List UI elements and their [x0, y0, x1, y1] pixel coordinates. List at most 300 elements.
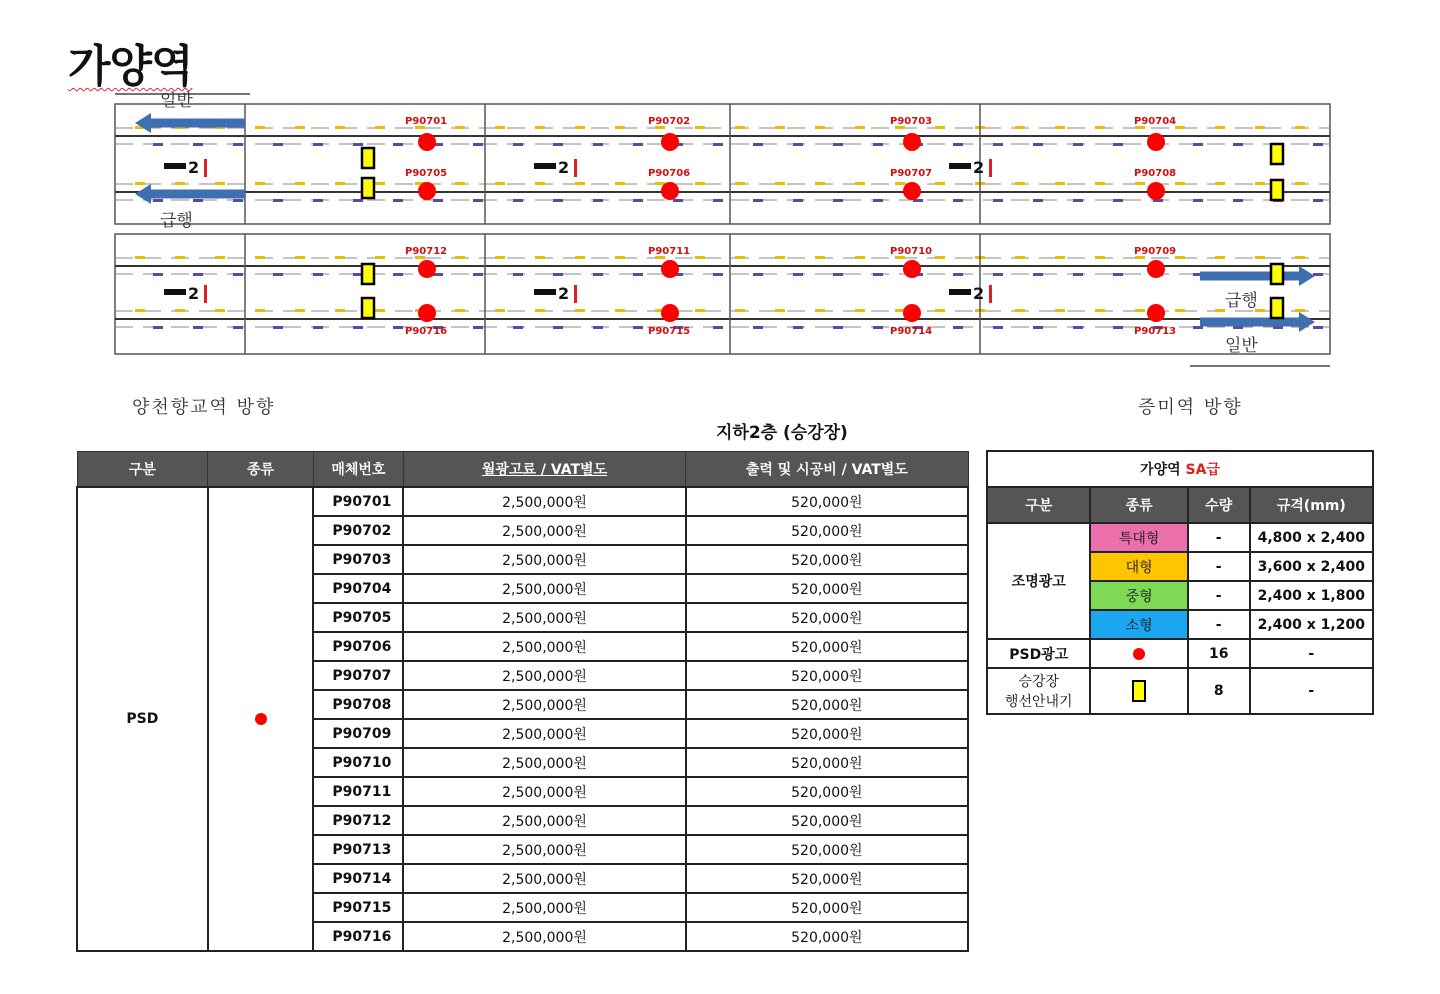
door-mark	[633, 273, 643, 276]
psd-dot	[418, 182, 436, 200]
door-mark	[273, 199, 283, 202]
install-cell: 520,000원	[686, 603, 968, 632]
fee-cell: 2,500,000원	[403, 864, 685, 893]
install-cell: 520,000원	[686, 574, 968, 603]
psd-dot	[1147, 260, 1165, 278]
door-mark	[953, 199, 963, 202]
door-mark	[775, 309, 785, 312]
door-mark	[495, 126, 505, 129]
label-express-top: 급행	[160, 211, 193, 231]
psd-code-label: P90708	[1134, 168, 1177, 179]
door-mark	[593, 326, 603, 329]
code-cell: P90705	[313, 603, 403, 632]
psd-code-label: P90707	[890, 168, 933, 179]
fee-cell: 2,500,000원	[403, 806, 685, 835]
door-mark	[775, 182, 785, 185]
door-mark	[953, 273, 963, 276]
door-mark	[255, 182, 265, 185]
door-mark	[1295, 182, 1305, 185]
header-install: 출력 및 시공비 / VAT별도	[686, 452, 968, 488]
door-mark	[1113, 273, 1123, 276]
door-mark	[593, 143, 603, 146]
door-mark	[1073, 199, 1083, 202]
code-cell: P90715	[313, 893, 403, 922]
door-mark	[953, 143, 963, 146]
code-cell: P90706	[313, 632, 403, 661]
door-mark	[695, 182, 705, 185]
fee-cell: 2,500,000원	[403, 748, 685, 777]
direction-right: 증미역 방향	[1138, 397, 1243, 418]
psd-dot	[903, 182, 921, 200]
platform-mark	[204, 159, 207, 177]
door-mark	[1233, 143, 1243, 146]
door-mark	[1033, 199, 1043, 202]
table-row	[77, 487, 968, 516]
door-mark	[1033, 326, 1043, 329]
install-cell: 520,000원	[686, 632, 968, 661]
door-mark	[375, 256, 385, 259]
door-mark	[513, 143, 523, 146]
fee-cell: 2,500,000원	[403, 893, 685, 922]
door-mark	[535, 126, 545, 129]
psd-dot	[903, 133, 921, 151]
door-mark	[633, 143, 643, 146]
code-cell: P90708	[313, 690, 403, 719]
psd-dot	[661, 304, 679, 322]
header-fee: 월광고료 / VAT별도	[403, 452, 685, 488]
install-cell: 520,000원	[686, 487, 968, 516]
door-mark	[233, 143, 243, 146]
door-mark	[535, 309, 545, 312]
door-mark	[1015, 182, 1025, 185]
door-mark	[393, 143, 403, 146]
psd-dot	[661, 182, 679, 200]
door-mark	[153, 143, 163, 146]
install-cell: 520,000원	[686, 719, 968, 748]
door-mark	[615, 182, 625, 185]
guide-label: 승강장 행선안내기	[987, 668, 1090, 714]
door-mark	[375, 126, 385, 129]
door-mark	[393, 273, 403, 276]
door-mark	[753, 199, 763, 202]
door-mark	[993, 199, 1003, 202]
door-mark	[1255, 126, 1265, 129]
door-mark	[1215, 309, 1225, 312]
door-mark	[153, 326, 163, 329]
psd-code-label: P90710	[890, 246, 933, 257]
door-mark	[1095, 256, 1105, 259]
psd-code-label: P90715	[648, 326, 691, 337]
platform-mark	[574, 285, 577, 303]
door-mark	[135, 182, 145, 185]
door-mark	[273, 326, 283, 329]
door-mark	[193, 199, 203, 202]
door-mark	[495, 182, 505, 185]
door-mark	[1313, 143, 1323, 146]
guide-qty: 8	[1188, 668, 1250, 714]
fee-cell: 2,500,000원	[403, 545, 685, 574]
door-mark	[1033, 273, 1043, 276]
platform-mark	[989, 285, 992, 303]
door-mark	[1193, 143, 1203, 146]
door-mark	[833, 143, 843, 146]
door-mark	[313, 199, 323, 202]
door-mark	[473, 273, 483, 276]
fee-cell: 2,500,000원	[403, 719, 685, 748]
door-mark	[1055, 182, 1065, 185]
door-mark	[455, 182, 465, 185]
door-mark	[175, 256, 185, 259]
header-category: 구분	[77, 452, 208, 488]
door-mark	[1015, 309, 1025, 312]
door-mark	[695, 309, 705, 312]
door-mark	[793, 143, 803, 146]
code-cell: P90703	[313, 545, 403, 574]
door-mark	[393, 199, 403, 202]
door-mark	[1313, 326, 1323, 329]
door-mark	[993, 326, 1003, 329]
platform-mark	[574, 159, 577, 177]
door-mark	[433, 199, 443, 202]
door-mark	[815, 256, 825, 259]
door-mark	[255, 126, 265, 129]
door-mark	[1215, 182, 1225, 185]
code-cell: P90711	[313, 777, 403, 806]
door-mark	[695, 126, 705, 129]
door-mark	[1255, 256, 1265, 259]
code-cell: P90713	[313, 835, 403, 864]
door-mark	[513, 199, 523, 202]
psd-code-label: P90713	[1134, 326, 1177, 337]
code-cell: P90712	[313, 806, 403, 835]
door-mark	[1113, 143, 1123, 146]
door-mark	[1295, 309, 1305, 312]
door-mark	[335, 309, 345, 312]
door-mark	[273, 143, 283, 146]
direction-left: 양천향교역 방향	[132, 397, 276, 418]
door-mark	[1095, 182, 1105, 185]
pricing-table	[76, 451, 969, 952]
door-mark	[873, 326, 883, 329]
door-mark	[713, 273, 723, 276]
door-mark	[215, 309, 225, 312]
door-mark	[993, 143, 1003, 146]
spec-caption: 가양역 SA급	[987, 451, 1373, 487]
door-mark	[815, 126, 825, 129]
door-mark	[1033, 143, 1043, 146]
door-mark	[855, 256, 865, 259]
door-mark	[873, 199, 883, 202]
door-mark	[473, 326, 483, 329]
qty-medium: -	[1188, 581, 1250, 610]
door-mark	[393, 326, 403, 329]
page-title: 가양역	[68, 41, 193, 92]
door-mark	[233, 199, 243, 202]
door-mark	[153, 273, 163, 276]
door-mark	[375, 182, 385, 185]
fee-cell: 2,500,000원	[403, 922, 685, 951]
red-dot-icon	[255, 713, 267, 725]
guide-box	[1271, 144, 1283, 164]
door-mark	[615, 309, 625, 312]
door-mark	[935, 309, 945, 312]
door-mark	[695, 256, 705, 259]
door-mark	[575, 126, 585, 129]
fee-cell: 2,500,000원	[403, 690, 685, 719]
door-mark	[1175, 182, 1185, 185]
door-mark	[153, 199, 163, 202]
door-mark	[633, 326, 643, 329]
door-mark	[1055, 256, 1065, 259]
fee-cell: 2,500,000원	[403, 632, 685, 661]
psd-code-label: P90716	[405, 326, 448, 337]
door-mark	[655, 182, 665, 185]
door-mark	[455, 126, 465, 129]
door-mark	[1055, 126, 1065, 129]
door-mark	[135, 309, 145, 312]
install-cell: 520,000원	[686, 545, 968, 574]
door-mark	[135, 256, 145, 259]
psd-dot	[418, 304, 436, 322]
arrow-left-icon	[135, 113, 151, 133]
psd-code-label: P90705	[405, 168, 448, 179]
bench-mark	[534, 289, 556, 295]
door-mark	[375, 309, 385, 312]
door-mark	[575, 309, 585, 312]
install-cell: 520,000원	[686, 690, 968, 719]
door-mark	[233, 273, 243, 276]
psd-code-label: P90703	[890, 116, 933, 127]
code-cell: P90707	[313, 661, 403, 690]
size-large: 3,600 x 2,400	[1250, 552, 1373, 581]
psd-qty: 16	[1188, 639, 1250, 668]
code-cell: P90701	[313, 487, 403, 516]
door-mark	[1193, 199, 1203, 202]
door-mark	[335, 256, 345, 259]
psd-dot	[1147, 182, 1165, 200]
platform-map	[110, 86, 1335, 376]
door-mark	[193, 326, 203, 329]
spec-header-size: 규격(mm)	[1250, 487, 1373, 523]
door-mark	[1255, 182, 1265, 185]
install-cell: 520,000원	[686, 893, 968, 922]
door-mark	[873, 273, 883, 276]
door-mark	[793, 326, 803, 329]
install-cell: 520,000원	[686, 864, 968, 893]
psd-code-label: P90709	[1134, 246, 1177, 257]
psd-dot	[661, 260, 679, 278]
door-mark	[575, 256, 585, 259]
door-mark	[455, 256, 465, 259]
door-mark	[935, 182, 945, 185]
install-cell: 520,000원	[686, 835, 968, 864]
door-mark	[615, 256, 625, 259]
door-mark	[353, 199, 363, 202]
type-small: 소형	[1090, 610, 1187, 639]
fee-cell: 2,500,000원	[403, 777, 685, 806]
install-cell: 520,000원	[686, 748, 968, 777]
door-mark	[215, 256, 225, 259]
door-mark	[753, 326, 763, 329]
qty-xlarge: -	[1188, 523, 1250, 552]
platform-mark	[204, 285, 207, 303]
door-mark	[193, 273, 203, 276]
lighting-label: 조명광고	[987, 523, 1090, 639]
spec-header-category: 구분	[987, 487, 1090, 523]
psd-marker	[1090, 639, 1187, 668]
platform-number: 2	[973, 284, 985, 303]
psd-dot	[903, 304, 921, 322]
door-mark	[1313, 199, 1323, 202]
install-cell: 520,000원	[686, 661, 968, 690]
door-mark	[1295, 126, 1305, 129]
door-mark	[1215, 256, 1225, 259]
door-mark	[935, 256, 945, 259]
door-mark	[753, 143, 763, 146]
door-mark	[593, 199, 603, 202]
size-small: 2,400 x 1,200	[1250, 610, 1373, 639]
door-mark	[513, 273, 523, 276]
guide-box	[1271, 180, 1283, 200]
bench-mark	[949, 163, 971, 169]
guide-box	[362, 298, 374, 318]
type-medium: 중형	[1090, 581, 1187, 610]
door-mark	[855, 309, 865, 312]
fee-cell: 2,500,000원	[403, 516, 685, 545]
door-mark	[473, 143, 483, 146]
door-mark	[1135, 309, 1145, 312]
red-dot-icon	[1133, 648, 1145, 660]
guide-box	[1271, 264, 1283, 284]
code-cell: P90704	[313, 574, 403, 603]
door-mark	[833, 326, 843, 329]
arrow-right-icon	[1299, 266, 1315, 286]
door-mark	[295, 182, 305, 185]
arrow-right-icon	[1299, 312, 1315, 332]
door-mark	[553, 199, 563, 202]
install-cell: 520,000원	[686, 806, 968, 835]
guide-box	[1271, 298, 1283, 318]
guide-size: -	[1250, 668, 1373, 714]
psd-label: PSD광고	[987, 639, 1090, 668]
door-mark	[713, 143, 723, 146]
door-mark	[295, 126, 305, 129]
door-mark	[775, 126, 785, 129]
door-mark	[935, 126, 945, 129]
bench-mark	[164, 289, 186, 295]
qty-small: -	[1188, 610, 1250, 639]
install-cell: 520,000원	[686, 516, 968, 545]
door-mark	[495, 256, 505, 259]
door-mark	[1233, 199, 1243, 202]
door-mark	[473, 199, 483, 202]
bench-mark	[949, 289, 971, 295]
label-express-bottom: 급행	[1225, 291, 1258, 311]
door-mark	[233, 326, 243, 329]
code-cell: P90714	[313, 864, 403, 893]
door-mark	[553, 326, 563, 329]
door-mark	[535, 182, 545, 185]
door-mark	[1073, 326, 1083, 329]
door-mark	[615, 126, 625, 129]
guide-marker	[1090, 668, 1187, 714]
door-mark	[295, 309, 305, 312]
psd-code-label: P90702	[648, 116, 691, 127]
door-mark	[735, 182, 745, 185]
type-large: 대형	[1090, 552, 1187, 581]
code-cell: P90716	[313, 922, 403, 951]
door-mark	[793, 273, 803, 276]
spec-header-qty: 수량	[1188, 487, 1250, 523]
fee-cell: 2,500,000원	[403, 574, 685, 603]
door-mark	[735, 309, 745, 312]
door-mark	[313, 143, 323, 146]
door-mark	[753, 273, 763, 276]
door-mark	[815, 182, 825, 185]
door-mark	[815, 309, 825, 312]
label-normal-bottom: 일반	[1225, 336, 1258, 356]
door-mark	[895, 182, 905, 185]
type-xlarge: 특대형	[1090, 523, 1187, 552]
door-mark	[513, 326, 523, 329]
psd-dot	[418, 133, 436, 151]
psd-dot	[1147, 304, 1165, 322]
door-mark	[1175, 126, 1185, 129]
platform-number: 2	[973, 158, 985, 177]
bench-mark	[534, 163, 556, 169]
psd-size: -	[1250, 639, 1373, 668]
guide-box	[362, 148, 374, 168]
door-mark	[353, 143, 363, 146]
psd-code-label: P90706	[648, 168, 691, 179]
door-mark	[273, 273, 283, 276]
platform-mark	[989, 159, 992, 177]
psd-dot	[418, 260, 436, 278]
platform-number: 2	[188, 158, 200, 177]
size-medium: 2,400 x 1,800	[1250, 581, 1373, 610]
door-mark	[1113, 199, 1123, 202]
door-mark	[193, 143, 203, 146]
door-mark	[575, 182, 585, 185]
arrow-left-icon	[135, 184, 151, 204]
install-cell: 520,000원	[686, 922, 968, 951]
door-mark	[1215, 126, 1225, 129]
door-mark	[215, 182, 225, 185]
door-mark	[255, 309, 265, 312]
door-mark	[1055, 309, 1065, 312]
door-mark	[1175, 256, 1185, 259]
fee-cell: 2,500,000원	[403, 603, 685, 632]
door-mark	[295, 256, 305, 259]
door-mark	[175, 182, 185, 185]
door-mark	[673, 199, 683, 202]
door-mark	[713, 199, 723, 202]
door-mark	[313, 273, 323, 276]
door-mark	[455, 309, 465, 312]
door-mark	[855, 126, 865, 129]
door-mark	[255, 256, 265, 259]
door-mark	[335, 126, 345, 129]
door-mark	[1113, 326, 1123, 329]
door-mark	[593, 273, 603, 276]
psd-code-label: P90701	[405, 116, 448, 127]
size-xlarge: 4,800 x 2,400	[1250, 523, 1373, 552]
code-cell: P90702	[313, 516, 403, 545]
door-mark	[735, 126, 745, 129]
fee-cell: 2,500,000원	[403, 661, 685, 690]
psd-dot	[661, 133, 679, 151]
door-mark	[1095, 309, 1105, 312]
